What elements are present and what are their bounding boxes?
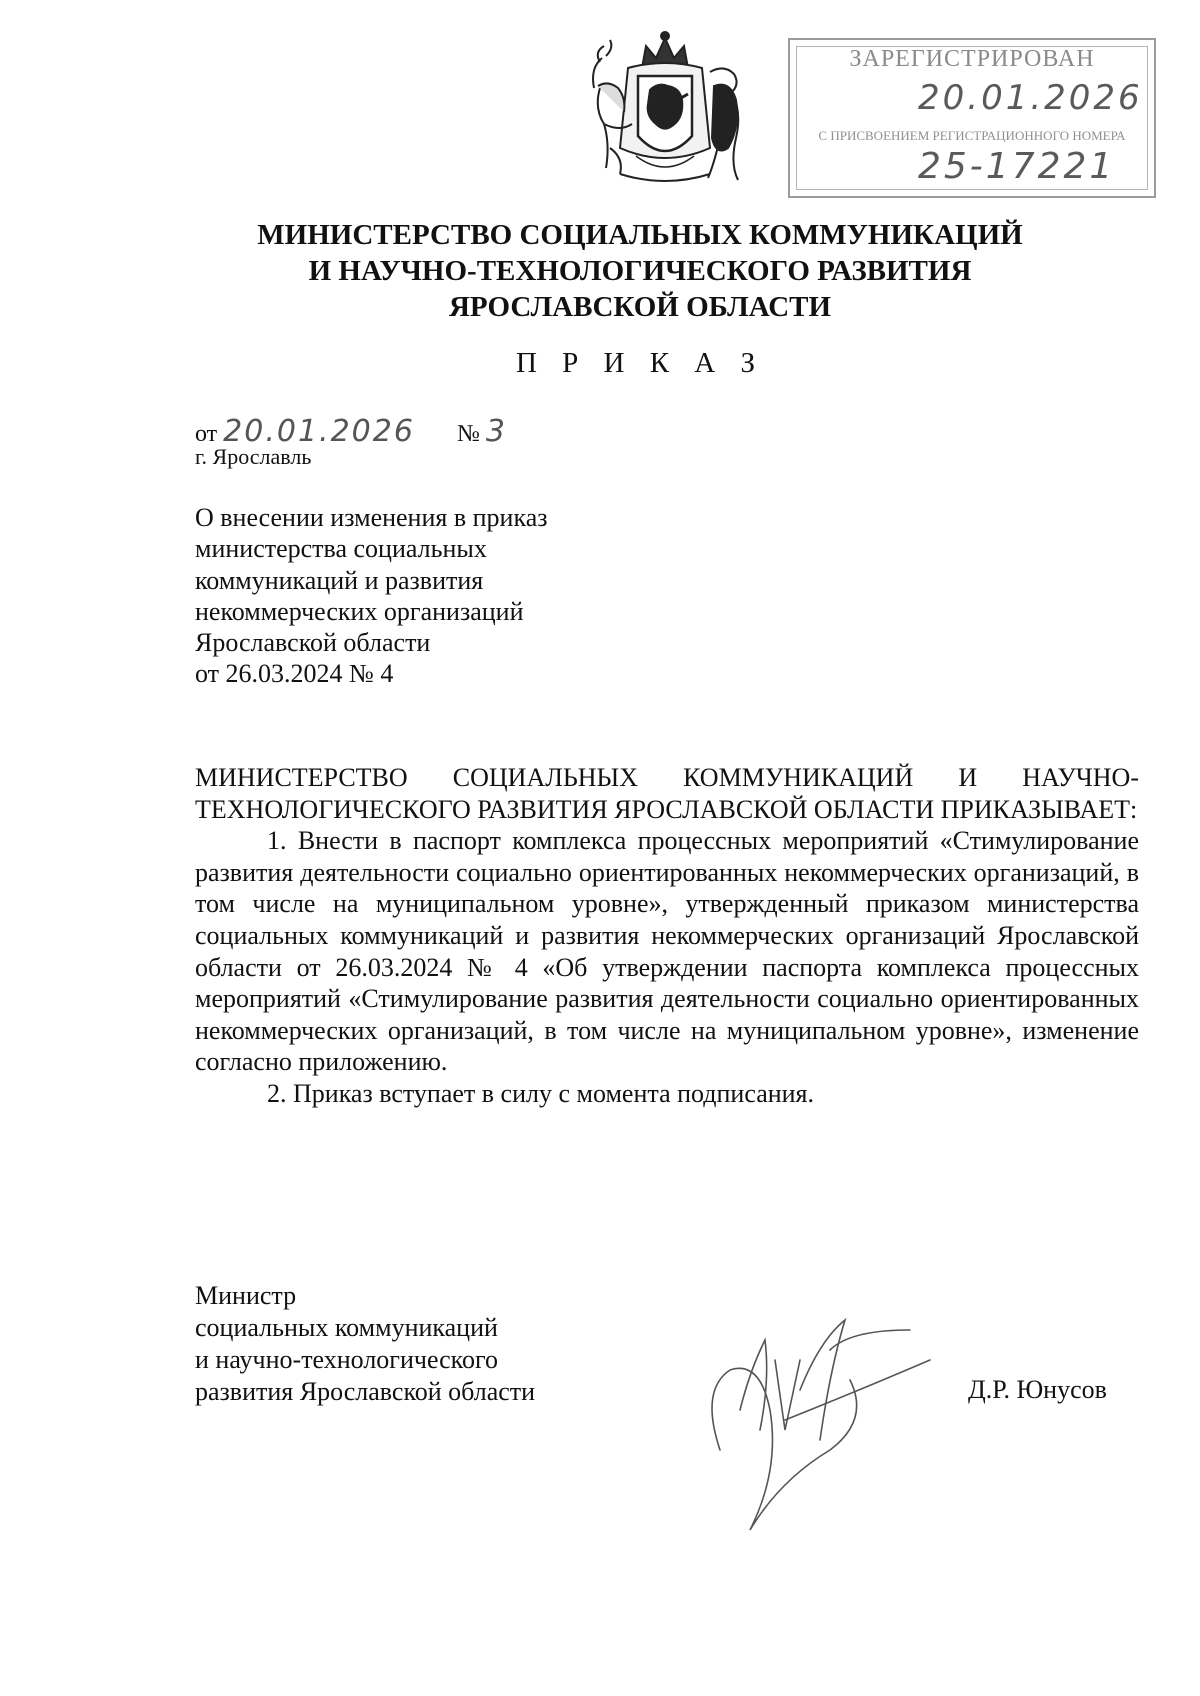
handwritten-signature <box>680 1300 970 1540</box>
order-item-1: 1. Внести в паспорт комплекса процессных мероприятий «Стимулирование развития деятельности социально ориентированных некоммерческих организаций, в том числе на муниципальном уровне», утвержденный приказом министерства социальных коммуникаций и развития некоммерческих организаций Ярославской области от 26.03.2024 № 4 «Об утверждении паспорта комплекса процессных мероприятий «Стимулирование развития деятельности социально ориентированных некоммерческих организаций, в том числе на муниципальном уровне», изменение согласно приложению. <box>195 826 1139 1077</box>
order-body <box>195 762 1139 1110</box>
stamp-title: ЗАРЕГИСТРИРОВАН <box>849 46 1095 72</box>
subject-line: от 26.03.2024 № 4 <box>195 659 394 689</box>
signatory-position <box>195 1280 535 1408</box>
position-line: развития Ярославской области <box>195 1377 536 1406</box>
city: г. Ярославль <box>195 444 312 469</box>
position-line: Министр <box>195 1281 297 1310</box>
order-item-2: 2. Приказ вступает в силу с момента подписания. <box>267 1078 815 1108</box>
stamp-date: 20.01.2026 <box>918 78 1143 118</box>
order-subject <box>195 502 675 690</box>
subject-line: О внесении изменения в приказ <box>195 503 548 532</box>
position-line: социальных коммуникаций <box>195 1313 498 1342</box>
order-title: П Р И К А З <box>515 347 765 379</box>
subject-line: министерства социальных <box>195 534 487 564</box>
subject-line: коммуникаций и развития <box>195 565 484 595</box>
coat-of-arms-emblem <box>580 28 750 194</box>
number-label: № <box>456 421 480 447</box>
ministry-header-line-3: ЯРОСЛАВСКОЙ ОБЛАСТИ <box>448 291 832 323</box>
ministry-header-line-1: МИНИСТЕРСТВО СОЦИАЛЬНЫХ КОММУНИКАЦИЙ <box>257 219 1023 251</box>
registration-stamp <box>788 38 1156 198</box>
ministry-header-line-2: И НАУЧНО-ТЕХНОЛОГИЧЕСКОГО РАЗВИТИЯ <box>308 255 972 287</box>
signatory-name: Д.Р. Юнусов <box>968 1375 1107 1404</box>
subject-line: некоммерческих организаций <box>195 596 524 626</box>
from-label: от <box>195 421 218 447</box>
stamp-subtitle: С ПРИСВОЕНИЕМ РЕГИСТРАЦИОННОГО НОМЕРА <box>818 128 1126 143</box>
order-number: 3 <box>485 414 507 449</box>
preamble: МИНИСТЕРСТВО СОЦИАЛЬНЫХ КОММУНИКАЦИЙ И НАУЧНО-ТЕХНОЛОГИЧЕСКОГО РАЗВИТИЯ ЯРОСЛАВСКОЙ ОБЛАСТИ ПРИКАЗЫВАЕТ: <box>195 763 1139 824</box>
subject-line: Ярославской области <box>195 628 431 658</box>
stamp-registration-number: 25-17221 <box>918 146 1116 187</box>
position-line: и научно-технологического <box>195 1345 499 1374</box>
order-date: 20.01.2026 <box>223 414 415 449</box>
